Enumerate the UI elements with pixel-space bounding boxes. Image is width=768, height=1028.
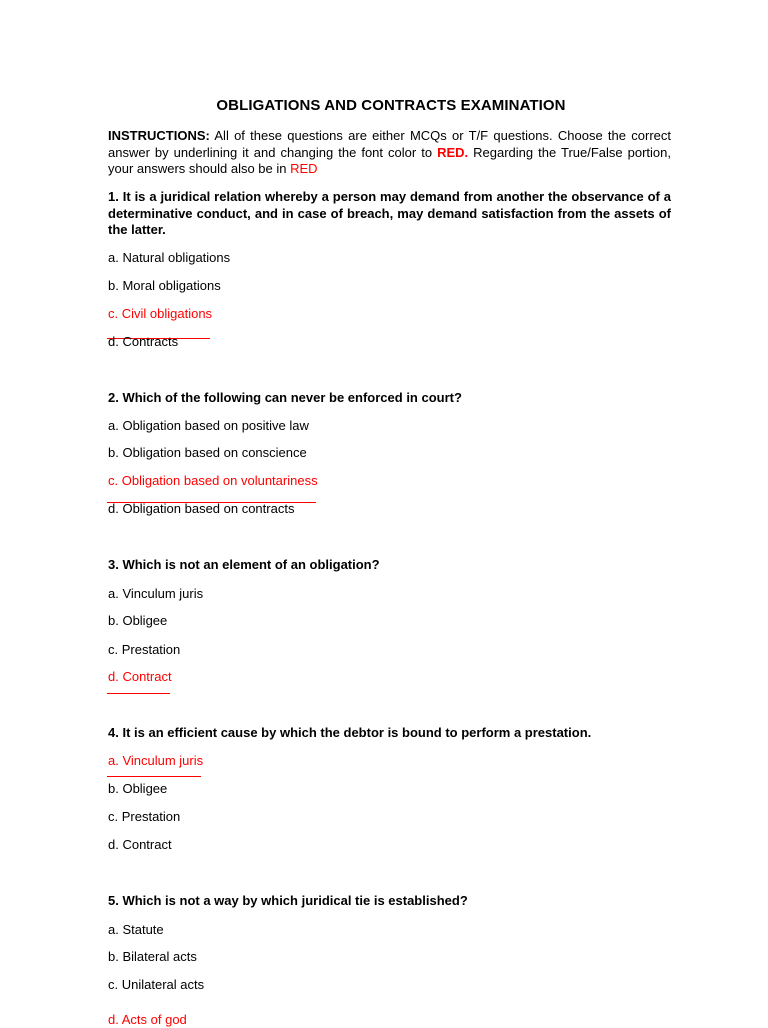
question-2-option-b[interactable]: b. Obligation based on conscience <box>108 445 307 460</box>
question-3-answer-underline <box>107 693 170 694</box>
instructions-text-2: Regarding the True/False portion, your answers should also be in <box>108 144 672 176</box>
question-3-option-b[interactable]: b. Obligee <box>108 613 168 628</box>
question-5-option-a[interactable]: a. Statute <box>108 922 164 937</box>
question-1-option-a[interactable]: a. Natural obligations <box>108 250 231 265</box>
question-2-option-c-correct[interactable]: c. Obligation based on voluntariness <box>108 473 318 488</box>
question-2-option-d[interactable]: d. Obligation based on contracts <box>108 501 295 516</box>
question-4-text: 4. It is an efficient cause by which the debtor is bound to perform a prestation. <box>108 725 592 740</box>
question-1-option-b[interactable]: b. Moral obligations <box>108 278 221 293</box>
instructions-lead: INSTRUCTIONS: <box>108 128 210 143</box>
question-1-text: 1. It is a juridical relation whereby a person may demand from another the observance of a determinative conduct, and in case of breach, may demand satisfaction from the assets of the latter. <box>108 189 671 237</box>
question-4-option-c[interactable]: c. Prestation <box>108 809 181 824</box>
instructions-red-keyword-2: RED <box>290 161 318 176</box>
question-4-option-d[interactable]: d. Contract <box>108 837 172 852</box>
instructions-paragraph <box>108 128 671 178</box>
question-4-option-b[interactable]: b. Obligee <box>108 781 168 796</box>
question-5-option-d-correct[interactable]: d. Acts of god <box>108 1012 187 1027</box>
question-3-option-a[interactable]: a. Vinculum juris <box>108 586 204 601</box>
question-2-option-a[interactable]: a. Obligation based on positive law <box>108 418 309 433</box>
question-2-text: 2. Which of the following can never be enforced in court? <box>108 390 462 405</box>
question-4-answer-underline <box>107 776 201 777</box>
question-4-option-a-correct[interactable]: a. Vinculum juris <box>108 753 204 768</box>
question-5-option-c[interactable]: c. Unilateral acts <box>108 977 205 992</box>
instructions-text-1: All of these questions are either MCQs or T/F questions. Choose the correct answer by underlining it and changing the font color to <box>108 128 671 160</box>
question-3-option-c[interactable]: c. Prestation <box>108 642 181 657</box>
question-3-option-d-correct[interactable]: d. Contract <box>108 669 172 684</box>
question-5-text: 5. Which is not a way by which juridical tie is established? <box>108 893 468 908</box>
question-1-option-c-correct[interactable]: c. Civil obligations <box>108 306 213 321</box>
question-5-option-b[interactable]: b. Bilateral acts <box>108 949 197 964</box>
document-title: OBLIGATIONS AND CONTRACTS EXAMINATION <box>216 97 566 114</box>
question-1-option-d[interactable]: d. Contracts <box>108 334 179 349</box>
instructions-red-keyword-1: RED. <box>437 144 469 160</box>
question-3-text: 3. Which is not an element of an obligation? <box>108 557 380 572</box>
